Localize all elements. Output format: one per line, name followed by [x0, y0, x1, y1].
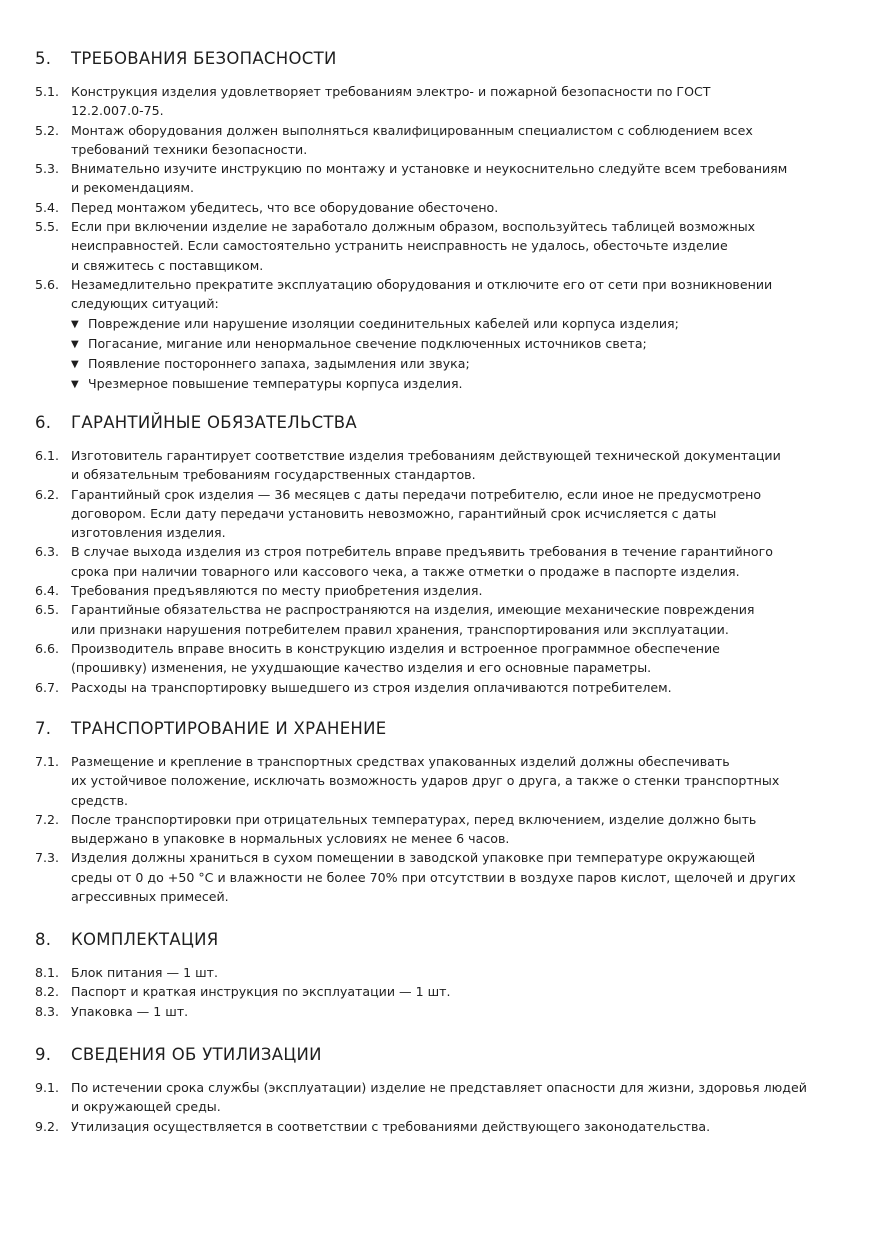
- triangle-down-icon: ▼: [71, 318, 79, 330]
- list-item: [0, 600, 874, 639]
- item-text: Незамедлительно прекратите эксплуатацию оборудования и отключите его от сети при возникновении следующих ситуаций:: [71, 276, 773, 312]
- list-item: [0, 217, 874, 275]
- item-text: Паспорт и краткая инструкция по эксплуатации — 1 шт.: [71, 984, 451, 1000]
- item-text: Конструкция изделия удовлетворяет требованиям электро- и пожарной безопасности по ГОСТ 12.2.007.0-75.: [71, 84, 711, 119]
- section-number: 8.: [35, 930, 52, 949]
- list-item: [0, 542, 874, 581]
- list-item: [0, 1117, 874, 1136]
- item-number: 5.4.: [35, 199, 60, 215]
- list-item: [0, 581, 874, 600]
- section-safety: [0, 48, 874, 395]
- item-number: 5.5.: [35, 219, 60, 235]
- list-item: [0, 198, 874, 217]
- item-text: По истечении срока службы (эксплуатации) изделие не представляет опасности для жизни, здоровья людей и окружающей среды.: [71, 1080, 807, 1115]
- item-text: Производитель вправе вносить в конструкцию изделия и встроенное программное обеспечение (прошивку) изменения, не ухудшающие качество изделия и его основные параметры.: [71, 640, 720, 676]
- list-item: [0, 121, 874, 160]
- section-title: СВЕДЕНИЯ ОБ УТИЛИЗАЦИИ: [71, 1045, 322, 1064]
- item-number: 6.5.: [35, 602, 60, 618]
- section-heading: [0, 1044, 874, 1070]
- bullet-item: [71, 374, 874, 394]
- item-text: Внимательно изучите инструкцию по монтажу и установке и неукоснительно следуйте всем требованиям и рекомендациям.: [71, 161, 788, 196]
- item-number: 5.2.: [35, 122, 60, 138]
- item-number: 8.2.: [35, 984, 60, 1000]
- triangle-down-icon: ▼: [71, 379, 79, 391]
- bullet-text: Появление постороннего запаха, задымления или звука;: [88, 356, 470, 372]
- section-number: 7.: [35, 719, 52, 738]
- bullet-text: Погасание, мигание или ненормальное свечение подключенных источников света;: [88, 335, 647, 351]
- section-heading: [0, 718, 874, 744]
- section-warranty: [0, 412, 874, 697]
- item-number: 9.1.: [35, 1080, 60, 1095]
- item-text: В случае выхода изделия из строя потребитель вправе предъявить требования в течение гарантийного срока при наличии товарного или кассового чека, а также отметки о продаже в паспорте изделия.: [71, 544, 773, 579]
- item-text: Упаковка — 1 шт.: [71, 1003, 189, 1019]
- list-item: [0, 678, 874, 697]
- list-item: [0, 1078, 874, 1117]
- item-text: Утилизация осуществляется в соответствии с требованиями действующего законодательства.: [71, 1118, 711, 1134]
- item-number: 8.3.: [35, 1003, 60, 1019]
- section-title: ТРЕБОВАНИЯ БЕЗОПАСНОСТИ: [71, 49, 337, 68]
- bullet-text: Повреждение или нарушение изоляции соединительных кабелей или корпуса изделия;: [88, 315, 679, 331]
- list-item: [0, 446, 874, 485]
- section-title: ТРАНСПОРТИРОВАНИЕ И ХРАНЕНИЕ: [71, 719, 387, 738]
- bullet-item: [71, 334, 874, 354]
- item-number: 6.1.: [35, 448, 60, 463]
- item-number: 6.7.: [35, 679, 60, 695]
- item-text: Монтаж оборудования должен выполняться квалифицированным специалистом с соблюдением всех требований техники безопасности.: [71, 122, 753, 157]
- list-item: [0, 485, 874, 543]
- section-disposal: [0, 1044, 874, 1136]
- item-number: 9.2.: [35, 1118, 60, 1134]
- item-text: Изделия должны храниться в сухом помещении в заводской упаковке при температуре окружающей среды от 0 до +50 °С и влажности не более 70% при отсутствии в воздухе паров кислот, щелочей и других агрессивных примесей.: [71, 850, 796, 905]
- item-number: 5.1.: [35, 84, 60, 99]
- bullet-item: [71, 314, 874, 334]
- section-number: 5.: [35, 49, 52, 68]
- item-number: 5.3.: [35, 161, 60, 177]
- section-heading: [0, 412, 874, 438]
- item-text: Требования предъявляются по месту приобретения изделия.: [71, 583, 483, 599]
- section-heading: [0, 48, 874, 74]
- item-text: Расходы на транспортировку вышедшего из строя изделия оплачиваются потребителем.: [71, 679, 672, 695]
- item-text: Перед монтажом убедитесь, что все оборудование обесточено.: [71, 199, 499, 215]
- list-item: [0, 159, 874, 198]
- list-item: [0, 982, 874, 1001]
- item-number: 6.6.: [35, 640, 60, 656]
- item-text: Если при включении изделие не заработало должным образом, воспользуйтесь таблицей возможных неисправностей. Если самостоятельно устранить неисправность не удалось, обесточьте изделие и свяжитесь с поставщиком.: [71, 219, 756, 273]
- bullet-list: [0, 314, 874, 395]
- item-text: Гарантийные обязательства не распространяются на изделия, имеющие механические повреждения или признаки нарушения потребителем правил хранения, транспортирования или эксплуатации.: [71, 602, 755, 637]
- section-number: 9.: [35, 1045, 52, 1064]
- section-contents: [0, 929, 874, 1021]
- section-transport: [0, 718, 874, 906]
- item-text: Изготовитель гарантирует соответствие изделия требованиям действующей технической документации и обязательным требованиям государственных стандартов.: [71, 448, 781, 483]
- bullet-item: [71, 354, 874, 374]
- item-text: Блок питания — 1 шт.: [71, 965, 218, 980]
- item-number: 5.6.: [35, 276, 60, 292]
- item-number: 7.2.: [35, 811, 60, 827]
- list-item: [0, 639, 874, 678]
- list-item: [0, 963, 874, 982]
- item-number: 7.1.: [35, 754, 60, 769]
- section-heading: [0, 929, 874, 955]
- section-title: КОМПЛЕКТАЦИЯ: [71, 930, 219, 949]
- item-text: Гарантийный срок изделия — 36 месяцев с даты передачи потребителю, если иное не предусмотрено договором. Если дату передачи установить невозможно, гарантийный срок исчисляется с даты изготовления изделия.: [71, 486, 762, 541]
- triangle-down-icon: ▼: [71, 338, 79, 350]
- triangle-down-icon: ▼: [71, 359, 79, 371]
- list-item: [0, 810, 874, 849]
- list-item: [0, 752, 874, 810]
- list-item: [0, 1002, 874, 1021]
- item-number: 6.3.: [35, 544, 60, 560]
- section-number: 6.: [35, 413, 52, 432]
- list-item: [0, 275, 874, 314]
- bullet-text: Чрезмерное повышение температуры корпуса изделия.: [88, 376, 463, 392]
- item-number: 6.4.: [35, 583, 60, 599]
- item-number: 6.2.: [35, 486, 60, 502]
- item-number: 7.3.: [35, 850, 60, 866]
- list-item: [0, 82, 874, 121]
- section-title: ГАРАНТИЙНЫЕ ОБЯЗАТЕЛЬСТВА: [71, 413, 357, 432]
- item-text: Размещение и крепление в транспортных средствах упакованных изделий должны обеспечивать их устойчивое положение, исключать возможность ударов друг о друга, а также о стенки транспортных средств.: [71, 754, 780, 808]
- item-number: 8.1.: [35, 965, 60, 980]
- item-text: После транспортировки при отрицательных температурах, перед включением, изделие должно быть выдержано в упаковке в нормальных условиях не менее 6 часов.: [71, 811, 757, 847]
- list-item: [0, 848, 874, 906]
